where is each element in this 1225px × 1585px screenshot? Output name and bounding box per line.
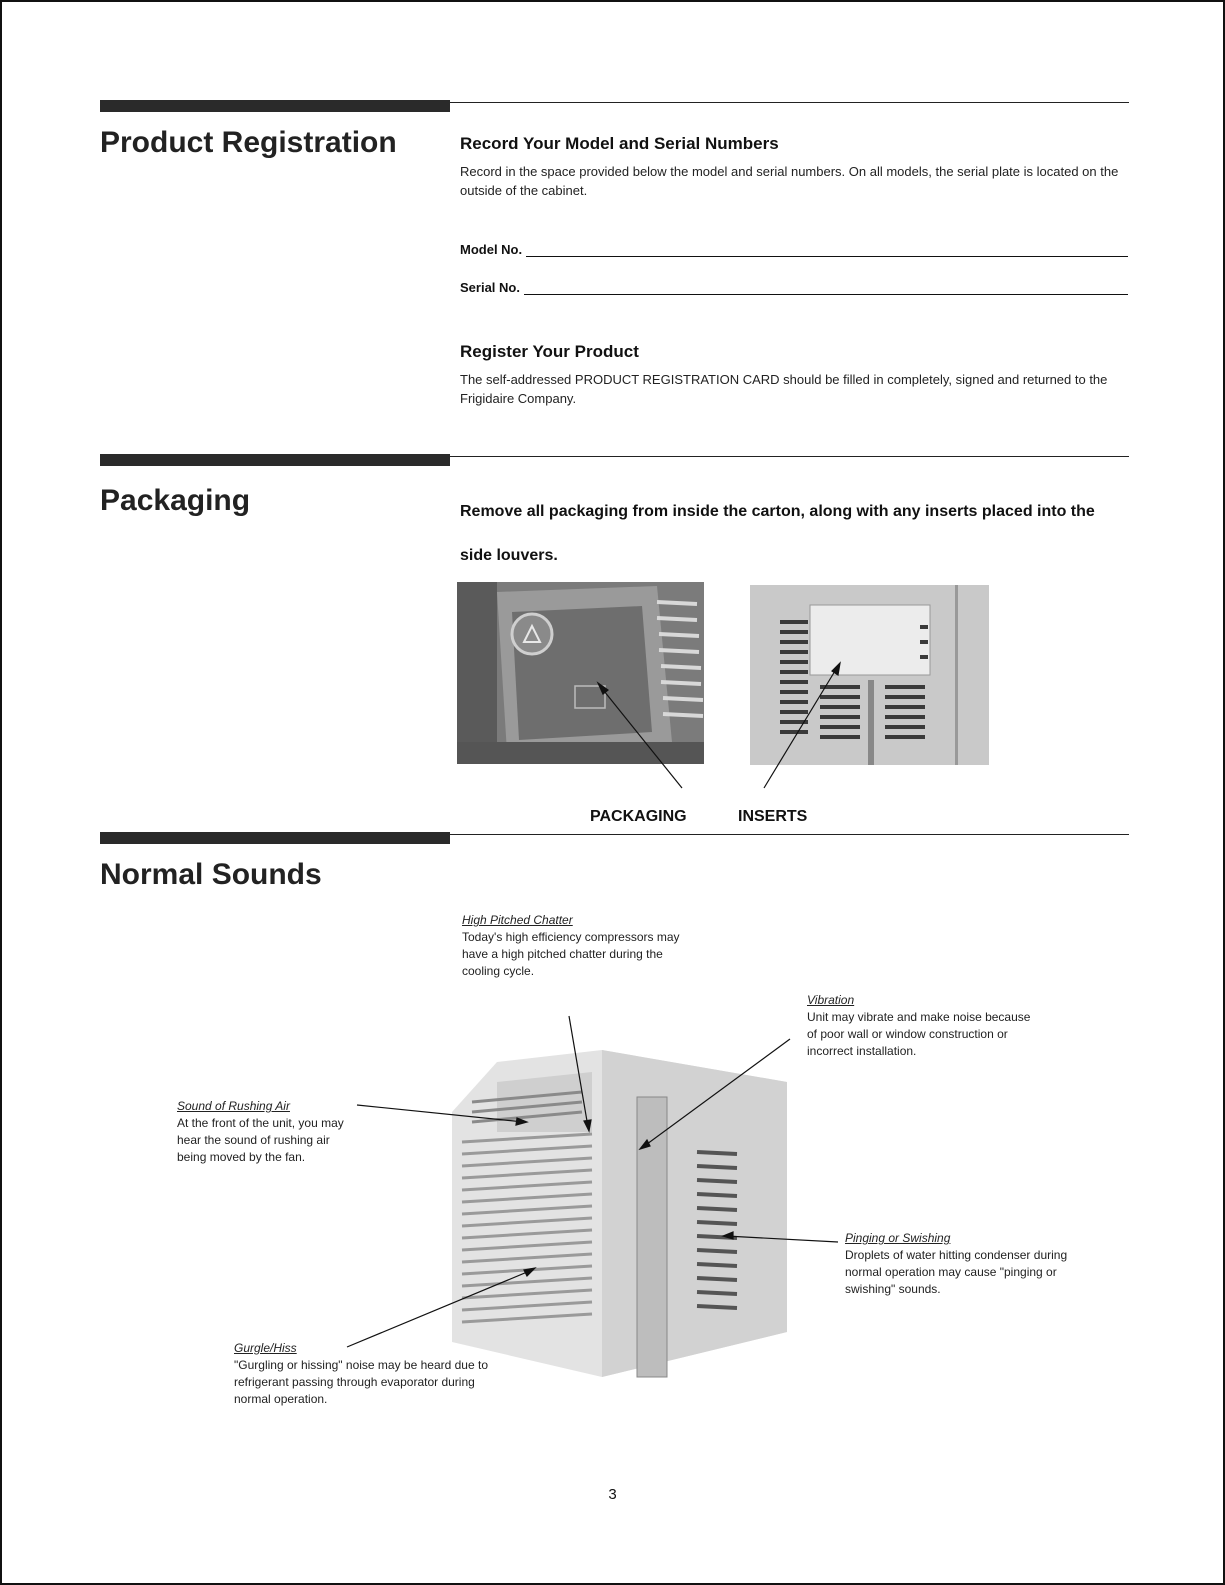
note-heading: Sound of Rushing Air bbox=[177, 1099, 290, 1113]
note-gurgle-hiss bbox=[234, 1340, 494, 1408]
sound-callout-arrows bbox=[2, 2, 1223, 1583]
note-text: Unit may vibrate and make noise because of poor wall or window construction or incorrect installation. bbox=[807, 1010, 1031, 1058]
note-heading: High Pitched Chatter bbox=[462, 913, 573, 927]
note-heading: Vibration bbox=[807, 993, 855, 1007]
note-pinging-swishing bbox=[845, 1230, 1075, 1298]
note-heading: Gurgle/Hiss bbox=[234, 1341, 297, 1355]
note-text: "Gurgling or hissing" noise may be heard due to refrigerant passing through evaporator during normal operation. bbox=[234, 1358, 488, 1406]
inserts-caption: INSERTS bbox=[738, 808, 808, 825]
register-heading: Register Your Product bbox=[460, 342, 639, 361]
note-heading: Pinging or Swishing bbox=[845, 1231, 951, 1245]
model-number-label: Model No. bbox=[460, 242, 523, 257]
note-high-pitched-chatter bbox=[462, 912, 692, 980]
packaging-title: Packaging bbox=[100, 484, 251, 517]
packaging-caption: PACKAGING bbox=[590, 808, 687, 825]
record-heading: Record Your Model and Serial Numbers bbox=[460, 134, 779, 153]
page-number: 3 bbox=[608, 1486, 617, 1503]
note-vibration bbox=[807, 992, 1032, 1060]
register-text: The self-addressed PRODUCT REGISTRATION CARD should be filled in completely, signed and returned to the Frigidaire Company. bbox=[460, 372, 1108, 406]
note-text: At the front of the unit, you may hear the sound of rushing air being moved by the fan. bbox=[177, 1116, 344, 1164]
note-rushing-air bbox=[177, 1098, 352, 1166]
normal-sounds-title: Normal Sounds bbox=[100, 858, 322, 891]
packaging-instruction: Remove all packaging from inside the carton, along with any inserts placed into the side louvers. bbox=[460, 503, 1095, 564]
note-text: Droplets of water hitting condenser during normal operation may cause "pinging or swishing" sounds. bbox=[845, 1248, 1068, 1296]
registration-title: Product Registration bbox=[100, 126, 397, 159]
serial-number-label: Serial No. bbox=[460, 280, 520, 295]
note-text: Today's high efficiency compressors may have a high pitched chatter during the cooling cycle. bbox=[462, 930, 680, 978]
record-text: Record in the space provided below the model and serial numbers. On all models, the serial plate is located on the outside of the cabinet. bbox=[460, 164, 1119, 198]
